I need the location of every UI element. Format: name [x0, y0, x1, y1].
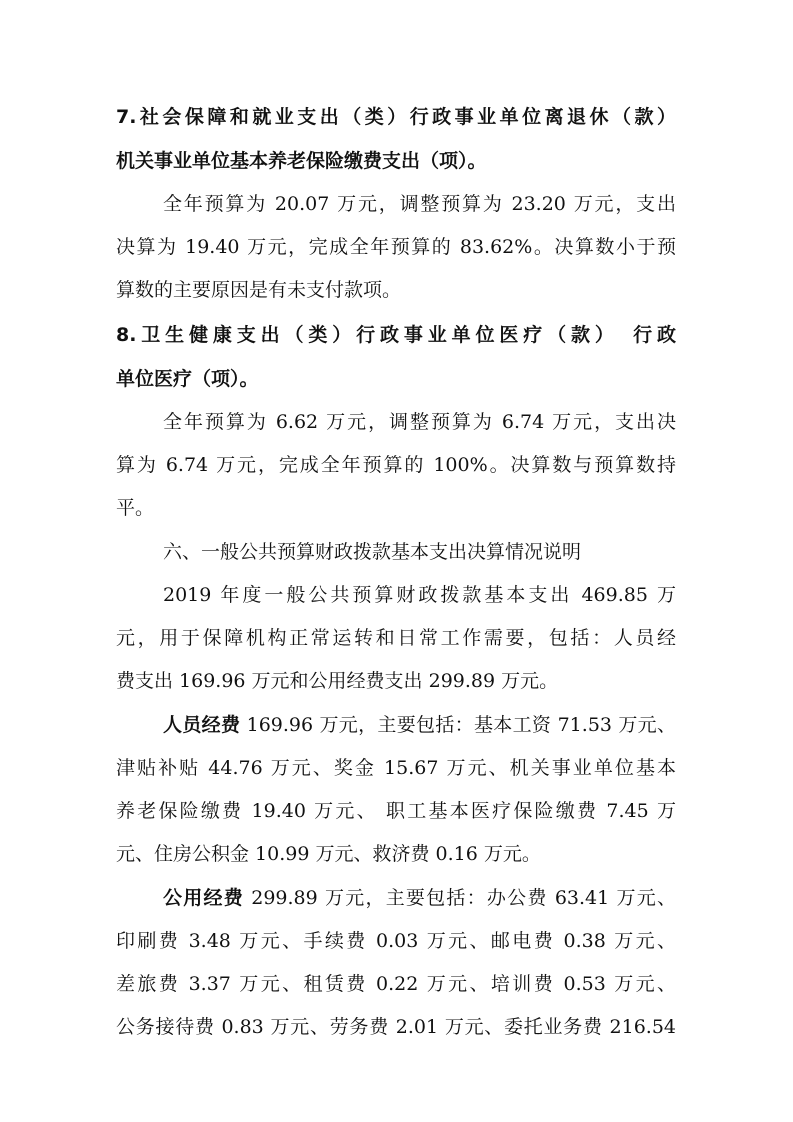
- section-8-heading-line-2: 单位医疗（项）。: [116, 368, 259, 390]
- personnel-expenses-line-4: 元、住房公积金 10.99 万元、救济费 0.16 万元。: [116, 843, 541, 865]
- public-expenses-line-2: 印刷费 3.48 万元、手续费 0.03 万元、邮电费 0.38 万元、: [116, 930, 676, 952]
- section-7-paragraph-line-3: 算数的主要原因是有未支付款项。: [116, 279, 402, 301]
- personnel-expenses-label: 人员经费: [163, 714, 241, 736]
- personnel-expenses-line-1: [163, 712, 676, 738]
- section-8-heading-line-1: 8.卫生健康支出（类）行政事业单位医疗（款） 行政: [116, 324, 676, 346]
- section-6-paragraph-line-2: 元，用于保障机构正常运转和日常工作需要，包括：人员经: [116, 627, 676, 649]
- section-6-heading: 六、一般公共预算财政拨款基本支出决算情况说明: [163, 541, 582, 563]
- section-6-paragraph-line-3: 费支出 169.96 万元和公用经费支出 299.89 万元。: [116, 670, 559, 692]
- section-7-paragraph-line-2: 决算为 19.40 万元，完成全年预算的 83.62%。决算数小于预: [116, 236, 676, 258]
- public-expenses-line-1-text: 299.89 万元，主要包括：办公费 63.41 万元、: [243, 887, 676, 909]
- personnel-expenses-line-3: 养老保险缴费 19.40 万元、 职工基本医疗保险缴费 7.45 万: [116, 800, 676, 822]
- section-8-paragraph-line-1: 全年预算为 6.62 万元，调整预算为 6.74 万元，支出决: [163, 411, 676, 433]
- section-7-heading-line-1: 7.社会保障和就业支出（类）行政事业单位离退休（款）: [116, 106, 676, 128]
- public-expenses-label: 公用经费: [163, 887, 244, 909]
- public-expenses-line-3: 差旅费 3.37 万元、租赁费 0.22 万元、培训费 0.53 万元、: [116, 973, 676, 995]
- personnel-expenses-line-2: 津贴补贴 44.76 万元、奖金 15.67 万元、机关事业单位基本: [116, 757, 676, 779]
- personnel-expenses-line-1-text: 169.96 万元，主要包括：基本工资 71.53 万元、: [240, 714, 676, 736]
- section-7-heading-line-2: 机关事业单位基本养老保险缴费支出（项）。: [116, 150, 487, 172]
- public-expenses-line-1: [163, 885, 676, 911]
- section-6-paragraph-line-1: 2019 年度一般公共预算财政拨款基本支出 469.85 万: [163, 584, 676, 606]
- section-7-paragraph-line-1: 全年预算为 20.07 万元，调整预算为 23.20 万元，支出: [163, 193, 676, 215]
- section-8-paragraph-line-2: 算为 6.74 万元，完成全年预算的 100%。决算数与预算数持: [116, 454, 676, 476]
- public-expenses-line-4: 公务接待费 0.83 万元、劳务费 2.01 万元、委托业务费 216.54: [116, 1016, 676, 1038]
- section-8-paragraph-line-3: 平。: [116, 497, 155, 519]
